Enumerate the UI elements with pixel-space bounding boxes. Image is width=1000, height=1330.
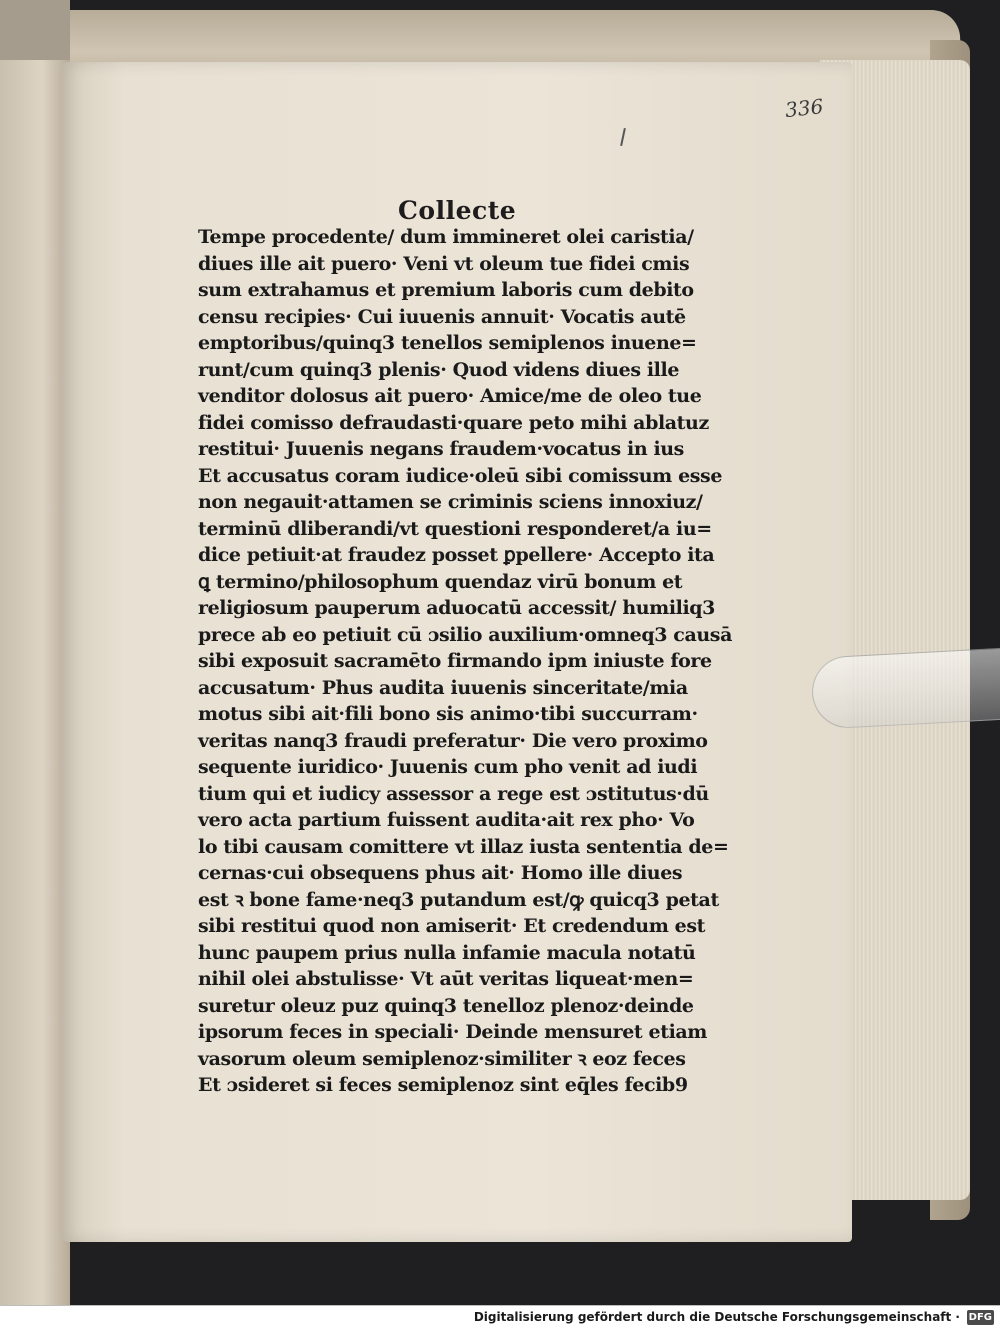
text-line: vero acta partium fuissent audita·ait rex pho· Vo: [198, 809, 695, 831]
text-line: Tempe procedente/ dum immineret olei caristia/: [198, 226, 694, 248]
text-line: terminū dliberandi/vt questioni responderet/a iu=: [198, 517, 712, 540]
text-line: suretur oleuz puz quinq3 tenelloz plenoz·deinde: [198, 994, 694, 1017]
text-line: ꝗ termino/philosophum quendaz virū bonum et: [198, 570, 683, 593]
dfg-logo: DFG: [968, 1312, 992, 1323]
text-line: lo tibi causam comittere vt illaz iusta sententia de=: [198, 835, 729, 858]
text-line: runt/cum quinq3 plenis· Quod videns diues ille: [198, 358, 680, 381]
text-line: sibi exposuit sacramēto firmando ipm iniuste fore: [198, 650, 712, 672]
text-line: cernas·cui obsequens phus ait· Homo ille diues: [198, 862, 683, 884]
text-line: motus sibi ait·fili bono sis animo·tibi succurram·: [198, 703, 698, 725]
text-column: [198, 224, 732, 1099]
folio-number: 336: [783, 94, 825, 123]
text-line: restitui· Juuenis negans fraudem·vocatus in ius: [198, 438, 684, 460]
text-line: Et ɔsideret si feces semiplenoz sint eq̄les fecib9: [198, 1074, 688, 1096]
text-line: dice petiuit·at fraudez posset ꝑpellere· Accepto ita: [198, 544, 715, 566]
text-line: tium qui et iudicy assessor a rege est ɔstitutus·dū: [198, 782, 709, 805]
text-line: nihil olei abstulisse· Vt aūt veritas liqueat·men=: [198, 968, 694, 990]
text-line: hunc paupem prius nulla infamie macula notatū: [198, 941, 696, 964]
bookmark-clip: [810, 646, 1000, 730]
page-heading: Collecte: [398, 196, 517, 225]
text-line: vasorum oleum semiplenoz·similiter ꝛ eoz feces: [198, 1047, 686, 1070]
text-line: veritas nanq3 fraudi preferatur· Die vero proximo: [198, 729, 708, 752]
text-line: diues ille ait puero· Veni vt oleum tue fidei cmis: [198, 252, 690, 275]
left-cover-corner: [0, 0, 70, 60]
footer-credit: Digitalisierung gefördert durch die Deutsche Forschungsgemeinschaft ·: [473, 1310, 960, 1324]
footer-bar: [0, 1305, 1000, 1330]
text-line: censu recipies· Cui iuuenis annuit· Vocatis autē: [198, 305, 686, 328]
text-line: sum extrahamus et premium laboris cum debito: [198, 279, 694, 301]
text-line: est ꝛ bone fame·neq3 putandum est/ꝙ quicq3 petat: [198, 888, 719, 911]
text-line: accusatum· Phus audita iuuenis sinceritate/mia: [198, 676, 688, 699]
text-line: sequente iuridico· Juuenis cum pho venit ad iudi: [198, 756, 698, 778]
text-line: sibi restitui quod non amiserit· Et credendum est: [198, 915, 705, 937]
text-line: non negauit·attamen se criminis sciens innoxiuz/: [198, 491, 703, 513]
text-line: venditor dolosus ait puero· Amice/me de oleo tue: [198, 385, 702, 407]
text-line: fidei comisso defraudasti·quare peto mihi ablatuz: [198, 411, 709, 434]
text-line: religiosum pauperum aduocatū accessit/ humiliq3: [198, 597, 716, 619]
left-facing-page: [0, 40, 70, 1305]
text-line: emptoribus/quinq3 tenellos semiplenos inuene=: [198, 332, 697, 354]
text-line: Et accusatus coram iudice·oleū sibi comissum esse: [198, 464, 723, 487]
text-line: ipsorum feces in speciali· Deinde mensuret etiam: [198, 1021, 708, 1043]
text-line: prece ab eo petiuit cū ɔsilio auxilium·omneq3 causā: [198, 623, 732, 646]
